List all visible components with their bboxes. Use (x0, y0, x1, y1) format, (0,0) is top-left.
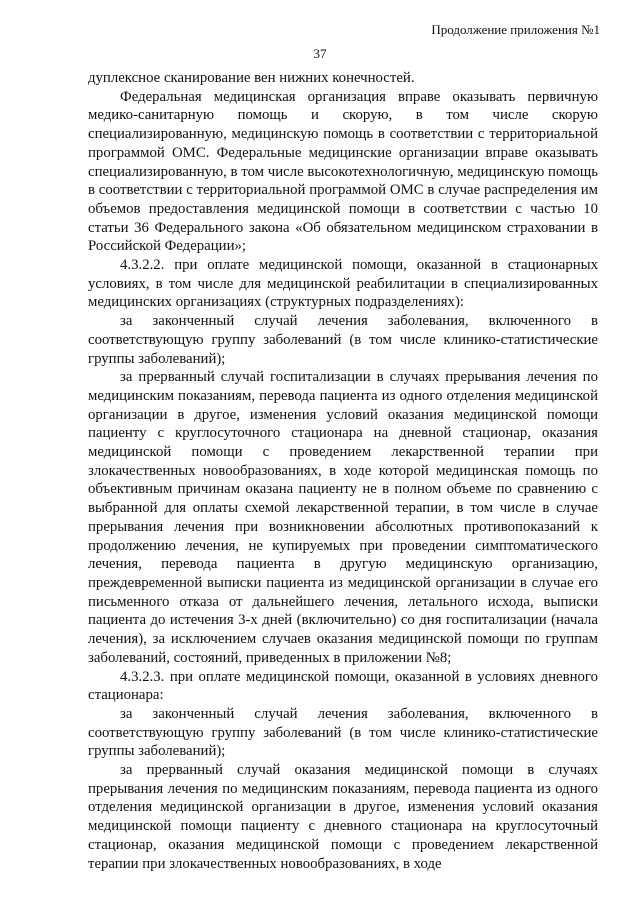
paragraph-3: 4.3.2.2. при оплате медицинской помощи, оказанной в стационарных условиях, в том числе для медицинской реабилитации в специализированных медицинских организациях (структурных подразделениях): (88, 257, 598, 311)
paragraph-2: Федеральная медицинская организация вправе оказывать первичную медико-санитарную помощь и скорую, в том числе скорую специализированную, медицинскую помощь в соответствии с территориальной программой ОМС. Федеральные медицинские организации вправе оказывать специализированную, в том числе высокотехнологичную, медицинскую помощь в соответствии с территориальной программой ОМС в случае распределения им объемов предоставления медицинской помощи в соответствии с частью 10 статьи 36 Федерального закона «Об обязательном медицинском страховании в Российской Федерации»; (88, 88, 598, 255)
paragraph-5: за прерванный случай госпитализации в случаях прерывания лечения по медицинским показаниям, перевода пациента из одного отделения медицинской организации в другое, изменения условий оказания медицинской помощи пациенту с круглосуточного стационара на дневной стационар, оказания медицинской помощи с проведением лекарственной терапии при злокачественных новообразованиях, в ходе которой медицинская помощь по объективным причинам оказана пациенту не в полном объеме по сравнению с выбранной для оплаты схемой лекарственной терапии, в том числе в случае прерывания лечения при возникновении абсолютных противопоказаний к продолжению лечения, не купируемых при проведении симптоматического лечения, перевода пациента в другую медицинскую организацию, преждевременной выписки пациента из медицинской организации в случае его письменного отказа от дальнейшего лечения, летального исхода, выписки пациента до истечения 3-х дней (включительно) со дня госпитализации (начала лечения), за исключением случаев оказания медицинской помощи по группам заболеваний, состояний, приведенных в приложении №8; (88, 369, 598, 666)
document-body (88, 69, 598, 873)
paragraph-7: за законченный случай лечения заболевания, включенного в соответствующую группу заболеваний (в том числе клинико-статистические группы заболеваний); (88, 705, 598, 760)
appendix-continuation-note: Продолжение приложения №1 (431, 22, 600, 37)
paragraph-1: дуплексное сканирование вен нижних конечностей. (88, 70, 415, 86)
paragraph-4: за законченный случай лечения заболевания, включенного в соответствующую группу заболеваний (в том числе клинико-статистические группы заболеваний); (88, 313, 598, 367)
paragraph-8: за прерванный случай оказания медицинской помощи в случаях прерывания лечения по медицинским показаниям, перевода пациента из одного отделения медицинской организации в другое, изменения условий оказания медицинской помощи пациенту с дневного стационара на круглосуточный стационар, оказания медицинской помощи с проведением лекарственной терапии при злокачественных новообразованиях, в ходе (88, 762, 598, 872)
page-number: 37 (313, 46, 327, 61)
paragraph-6: 4.3.2.3. при оплате медицинской помощи, оказанной в условиях дневного стационара: (88, 668, 598, 704)
